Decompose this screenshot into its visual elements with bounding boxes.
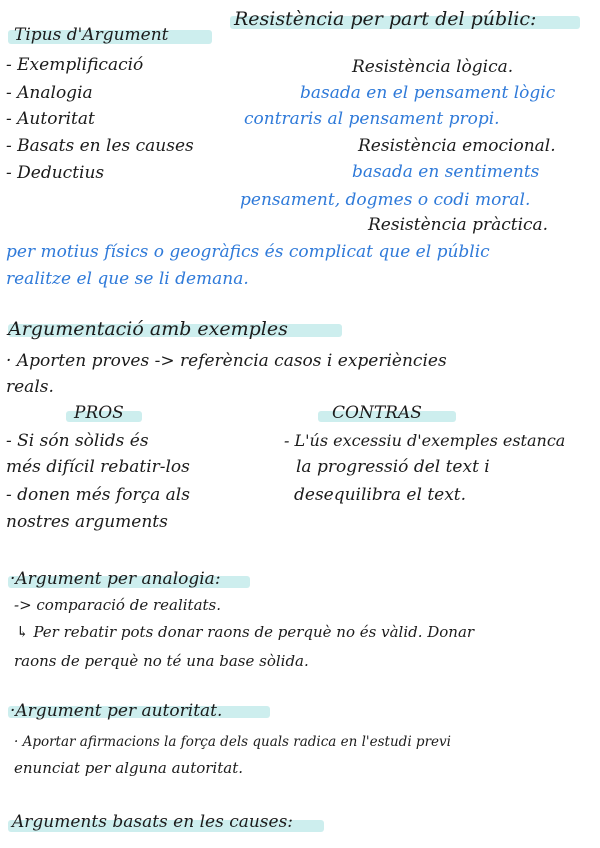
pros-line: més difícil rebatir-los xyxy=(6,457,190,477)
cons-title: CONTRAS xyxy=(332,403,422,423)
logical-resistance-title: Resistència lògica. xyxy=(352,57,514,77)
list-item: - Analogia xyxy=(6,83,93,103)
examples-line: reals. xyxy=(6,377,54,397)
pros-line: - donen més força als xyxy=(6,485,190,505)
examples-title: Argumentació amb exemples xyxy=(8,318,288,340)
emotional-resistance-title: Resistència emocional. xyxy=(358,136,556,156)
cons-line: desequilibra el text. xyxy=(294,485,467,505)
pros-title: PROS xyxy=(74,403,124,423)
practical-resistance-desc: realitze el que se li demana. xyxy=(6,269,249,289)
pros-line: nostres arguments xyxy=(6,512,168,532)
practical-resistance-desc: per motius físics o geogràfics és complicat que el públic xyxy=(6,242,490,262)
pros-line: - Si són sòlids és xyxy=(6,431,149,451)
resistance-title: Resistència per part del públic: xyxy=(234,8,537,30)
analogy-line: -> comparació de realitats. xyxy=(14,596,222,614)
analogy-title: ·Argument per analogia: xyxy=(10,569,221,589)
cons-line: - L'ús excessiu d'exemples estanca xyxy=(284,431,566,450)
list-item: - Autoritat xyxy=(6,109,95,129)
cons-line: la progressió del text i xyxy=(296,457,490,477)
list-item: - Deductius xyxy=(6,163,105,183)
authority-title: ·Argument per autoritat. xyxy=(10,701,223,721)
emotional-resistance-desc: pensament, dogmes o codi moral. xyxy=(240,190,531,210)
authority-line: enunciat per alguna autoritat. xyxy=(14,759,243,777)
emotional-resistance-desc: basada en sentiments xyxy=(352,162,540,182)
list-item: - Basats en les causes xyxy=(6,136,194,156)
analogy-line: raons de perquè no té una base sòlida. xyxy=(14,652,309,670)
logical-resistance-desc: contraris al pensament propi. xyxy=(244,109,500,129)
practical-resistance-title: Resistència pràctica. xyxy=(368,215,549,235)
analogy-line: ↳ Per rebatir pots donar raons de perquè no és vàlid. Donar xyxy=(16,623,475,641)
examples-line: · Aporten proves -> referència casos i experiències xyxy=(6,351,447,371)
causes-title: Arguments basats en les causes: xyxy=(12,812,294,832)
page-title: Tipus d'Argument xyxy=(14,25,169,45)
logical-resistance-desc: basada en el pensament lògic xyxy=(300,83,556,103)
authority-line: · Aportar afirmacions la força dels quals radica en l'estudi previ xyxy=(14,734,451,750)
list-item: - Exemplificació xyxy=(6,55,144,75)
